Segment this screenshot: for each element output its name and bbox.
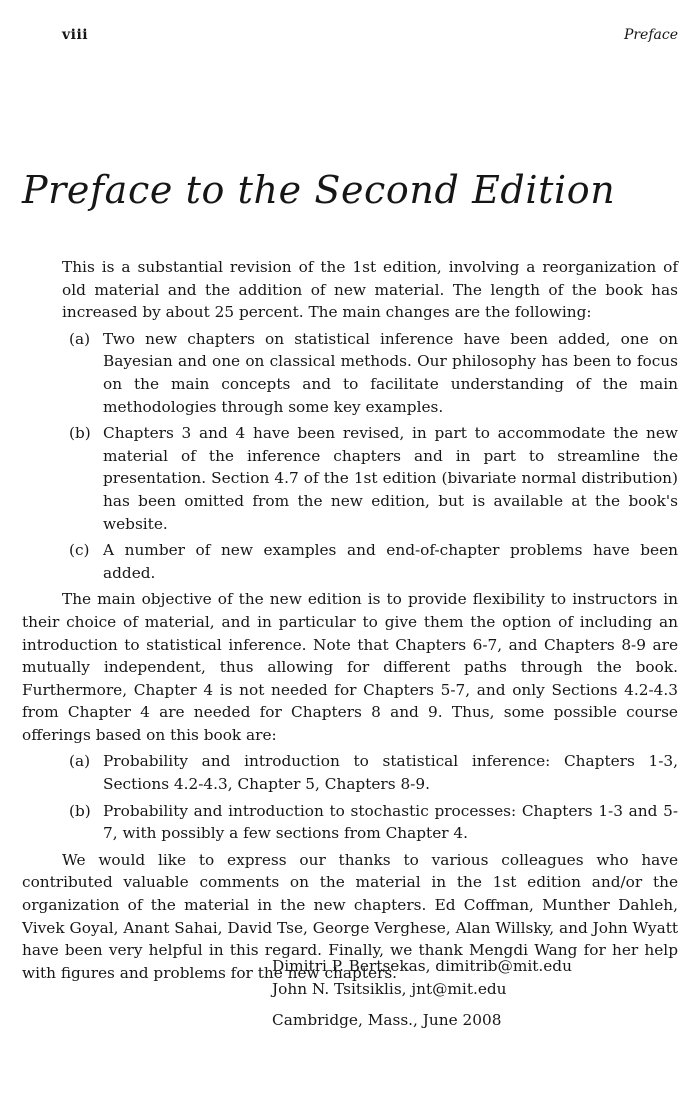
list-item-text: A number of new examples and end-of-chapter problems have been added.: [103, 541, 678, 582]
body-text: [22, 256, 678, 984]
list-item: [62, 800, 678, 845]
running-head: Preface: [623, 27, 678, 43]
objective-paragraph: The main objective of the new edition is to provide flexibility to instructors in their choice of material, and in particular to give them the option of including an introduction to statistical inference. Note that Chapters 6-7, and Chapters 8-9 are mutually independent, thus allowing for different paths through the book. Furthermore, Chapter 4 is not needed for Chapters 5-7, and only Sections 4.2-4.3 from Chapter 4 are needed for Chapters 8 and 9. Thus, some possible course offerings based on this book are:: [22, 590, 678, 744]
list-item: [62, 750, 678, 795]
page-number: viii: [62, 27, 89, 43]
thanks-paragraph: We would like to express our thanks to various colleagues who have contributed valuable comments on the material in the 1st edition and/or the organization of the material in the new chapters. Ed Coffman, Munther Dahleh, Vivek Goyal, Anant Sahai, David Tse, George Verghese, Alan Willsky, and John Wyatt have been very helpful in this regard. Finally, we thank Mengdi Wang for her help with figures and problems for the new chapters.: [22, 850, 678, 982]
place-date: Cambridge, Mass., June 2008: [272, 1011, 502, 1030]
list-item: [62, 422, 678, 535]
list-marker: (a): [69, 329, 91, 348]
list-marker: (a): [69, 752, 91, 771]
list-marker: (c): [69, 541, 90, 560]
offerings-list: [62, 750, 678, 844]
changes-list: [62, 328, 678, 585]
author-bertsekas: Dimitri P. Bertsekas, dimitrib@mit.edu: [272, 957, 572, 975]
intro-paragraph: This is a substantial revision of the 1st edition, involving a reorganization of old material and the addition of new material. The length of the book has increased by about 25 percent. The main changes are the following:: [62, 258, 678, 322]
signature-block: [272, 955, 572, 1032]
page-title: Preface to the Second Edition: [22, 168, 616, 212]
list-item: [62, 539, 678, 584]
list-item-text: Probability and introduction to statistical inference: Chapters 1-3, Sections 4.2-4.3, Chapter 5, Chapters 8-9.: [103, 752, 678, 794]
author-tsitsiklis: John N. Tsitsiklis, jnt@mit.edu: [272, 979, 507, 998]
list-item-text: Chapters 3 and 4 have been revised, in part to accommodate the new material of the inference chapters and in part to streamline the presentation. Section 4.7 of the 1st edition (bivariate normal distribution) has been omitted from the new edition, but is available at the book's website.: [103, 424, 678, 533]
list-marker: (b): [69, 424, 91, 443]
list-item-text: Probability and introduction to stochastic processes: Chapters 1-3 and 5-7, with possibly a few sections from Chapter 4.: [103, 801, 678, 843]
list-item-text: Two new chapters on statistical inference have been added, one on Bayesian and one on classical methods. Our philosophy has been to focus on the main concepts and to facilitate understanding of the main methodologies through some key examples.: [103, 329, 678, 416]
list-item: [62, 328, 678, 418]
list-marker: (b): [69, 801, 91, 820]
